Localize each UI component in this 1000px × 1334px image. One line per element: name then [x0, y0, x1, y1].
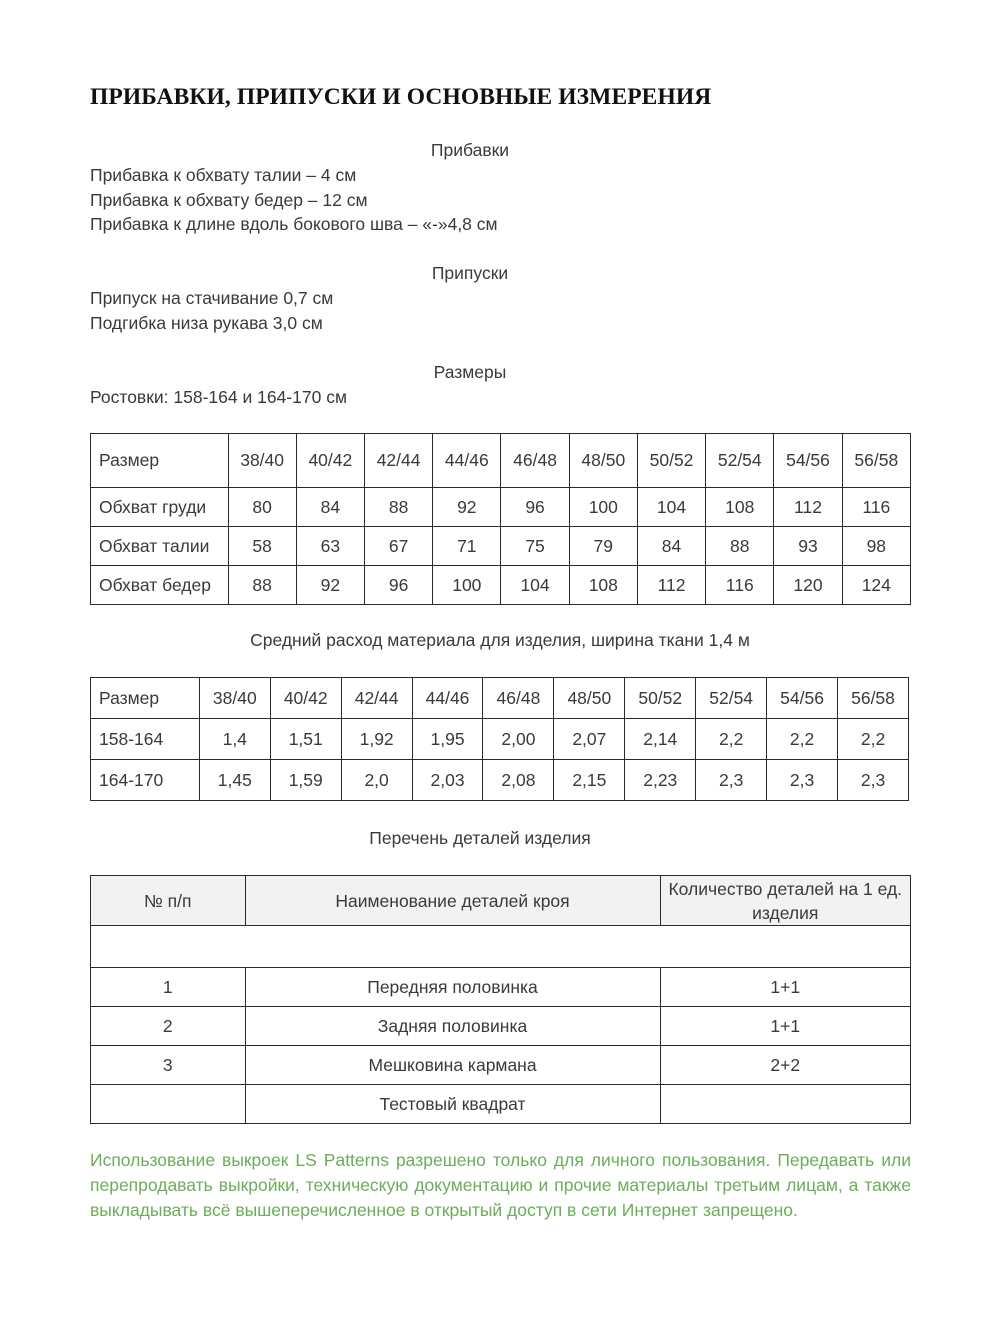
table-cell: 2,3: [696, 760, 767, 801]
ease-line-waist: Прибавка к обхвату талии – 4 см: [90, 165, 357, 185]
table-cell: Задняя половинка: [245, 1007, 660, 1046]
table-cell: 63: [296, 527, 364, 566]
sizes-heights: Ростовки: 158-164 и 164-170 см: [90, 387, 347, 407]
table-header-row: [91, 678, 909, 719]
table-row: [91, 760, 909, 801]
table-cell: 96: [501, 488, 569, 527]
table-cell: 108: [569, 566, 637, 605]
table-row-label: Обхват груди: [91, 488, 229, 527]
table-header-cell: 38/40: [228, 434, 296, 488]
table-row: [91, 527, 911, 566]
table-cell: 84: [296, 488, 364, 527]
allowance-line-seam: Припуск на стачивание 0,7 см: [90, 288, 334, 308]
consumption-table: [90, 677, 909, 801]
table-cell: 112: [774, 488, 842, 527]
table-header-cell: 44/46: [412, 678, 483, 719]
parts-table: [90, 875, 911, 1124]
table-row: [91, 1007, 911, 1046]
table-cell: Тестовый квадрат: [245, 1085, 660, 1124]
table-cell: 2,3: [838, 760, 909, 801]
table-header-cell: 40/42: [296, 434, 364, 488]
table-cell: [660, 1085, 910, 1124]
table-header-cell: Размер: [91, 434, 229, 488]
table-row-label: Обхват бедер: [91, 566, 229, 605]
table-header-cell: 50/52: [637, 434, 705, 488]
table-cell: 3: [91, 1046, 246, 1085]
table-cell: 1+1: [660, 1007, 910, 1046]
table-cell: 58: [228, 527, 296, 566]
table-cell: 2,14: [625, 719, 696, 760]
table-cell: 93: [774, 527, 842, 566]
table-cell: 124: [842, 566, 910, 605]
table-cell: 71: [433, 527, 501, 566]
table-cell: 75: [501, 527, 569, 566]
table-header-cell: Количество деталей на 1 ед. изделия: [660, 876, 910, 926]
table-header-cell: 46/48: [483, 678, 554, 719]
table-cell: Передняя половинка: [245, 968, 660, 1007]
table-cell: 1,51: [270, 719, 341, 760]
table-cell: 2: [91, 1007, 246, 1046]
page-title: ПРИБАВКИ, ПРИПУСКИ И ОСНОВНЫЕ ИЗМЕРЕНИЯ: [90, 84, 712, 110]
table-cell: 1,4: [199, 719, 270, 760]
table-cell: 2,15: [554, 760, 625, 801]
table-cell: 116: [842, 488, 910, 527]
ease-heading: Прибавки: [430, 140, 510, 160]
table-cell: 120: [774, 566, 842, 605]
ease-line-side-seam: Прибавка к длине вдоль бокового шва – «-»4,8 см: [90, 214, 498, 234]
table-cell: 2,00: [483, 719, 554, 760]
table-header-cell: 42/44: [341, 678, 412, 719]
table-row: [91, 1085, 911, 1124]
table-cell: Мешковина кармана: [245, 1046, 660, 1085]
table-header-cell: 56/58: [842, 434, 910, 488]
table-cell: 88: [228, 566, 296, 605]
table-cell: 98: [842, 527, 910, 566]
table-row: [91, 719, 909, 760]
table-cell: 1,59: [270, 760, 341, 801]
table-header-row: [91, 434, 911, 488]
table-cell: 1,45: [199, 760, 270, 801]
table-empty-row: [91, 926, 911, 968]
table-cell: 2,3: [767, 760, 838, 801]
table-cell: 1,95: [412, 719, 483, 760]
table-cell: 2,23: [625, 760, 696, 801]
table-header-cell: 48/50: [554, 678, 625, 719]
table-row: [91, 968, 911, 1007]
table-header-cell: 46/48: [501, 434, 569, 488]
table-cell: 2,03: [412, 760, 483, 801]
table-cell: 80: [228, 488, 296, 527]
table-header-cell: 56/58: [838, 678, 909, 719]
table-cell: 2,2: [696, 719, 767, 760]
table-cell: 96: [364, 566, 432, 605]
table-cell: 2,08: [483, 760, 554, 801]
table-cell: 1: [91, 968, 246, 1007]
allowance-line-sleeve-hem: Подгибка низа рукава 3,0 см: [90, 313, 323, 333]
table-header-cell: № п/п: [91, 876, 246, 926]
table-row: [91, 1046, 911, 1085]
ease-line-hips: Прибавка к обхвату бедер – 12 см: [90, 190, 368, 210]
table-header-cell: 52/54: [696, 678, 767, 719]
table-header-cell: 54/56: [767, 678, 838, 719]
table-cell: 108: [706, 488, 774, 527]
usage-notice: Использование выкроек LS Patterns разрешено только для личного пользования. Передавать или перепродавать выкройки, техническую документацию и прочие материалы третьим лицам, а также выкладывать всё вышеперечисленное в открытый доступ в сети Интернет запрещено.: [90, 1150, 911, 1220]
table-cell: 67: [364, 527, 432, 566]
table-row: [91, 566, 911, 605]
table-row-label: 164-170: [91, 760, 200, 801]
table-cell: 2,2: [838, 719, 909, 760]
table-cell: 2,07: [554, 719, 625, 760]
table-cell: 1+1: [660, 968, 910, 1007]
measurements-table: [90, 433, 911, 605]
table-empty-cell: [91, 926, 911, 968]
table-header-cell: 48/50: [569, 434, 637, 488]
table-header-cell: 44/46: [433, 434, 501, 488]
table-header-cell: 38/40: [199, 678, 270, 719]
table-header-cell: 54/56: [774, 434, 842, 488]
table-cell: 104: [637, 488, 705, 527]
table-cell: 88: [706, 527, 774, 566]
table-header-cell: 42/44: [364, 434, 432, 488]
table-row-label: 158-164: [91, 719, 200, 760]
table-row: [91, 488, 911, 527]
table-cell: 1,92: [341, 719, 412, 760]
allowances-heading: Припуски: [431, 263, 509, 283]
table-cell: 116: [706, 566, 774, 605]
table-header-cell: 50/52: [625, 678, 696, 719]
table-header-cell: Наименование деталей кроя: [245, 876, 660, 926]
table-cell: 92: [433, 488, 501, 527]
table-cell: [91, 1085, 246, 1124]
table-cell: 92: [296, 566, 364, 605]
table-cell: 100: [569, 488, 637, 527]
table-cell: 2,0: [341, 760, 412, 801]
table-header-cell: 40/42: [270, 678, 341, 719]
table-header-row: [91, 876, 911, 926]
parts-heading: Перечень деталей изделия: [369, 828, 591, 848]
table-row-label: Обхват талии: [91, 527, 229, 566]
table-cell: 2,2: [767, 719, 838, 760]
table-header-cell: 52/54: [706, 434, 774, 488]
table-header-cell: Размер: [91, 678, 200, 719]
table-cell: 88: [364, 488, 432, 527]
table-cell: 100: [433, 566, 501, 605]
consumption-heading: Средний расход материала для изделия, ширина ткани 1,4 м: [250, 630, 750, 650]
table-cell: 104: [501, 566, 569, 605]
table-cell: 112: [637, 566, 705, 605]
table-cell: 84: [637, 527, 705, 566]
sizes-heading: Размеры: [433, 362, 507, 382]
table-cell: 79: [569, 527, 637, 566]
table-cell: 2+2: [660, 1046, 910, 1085]
